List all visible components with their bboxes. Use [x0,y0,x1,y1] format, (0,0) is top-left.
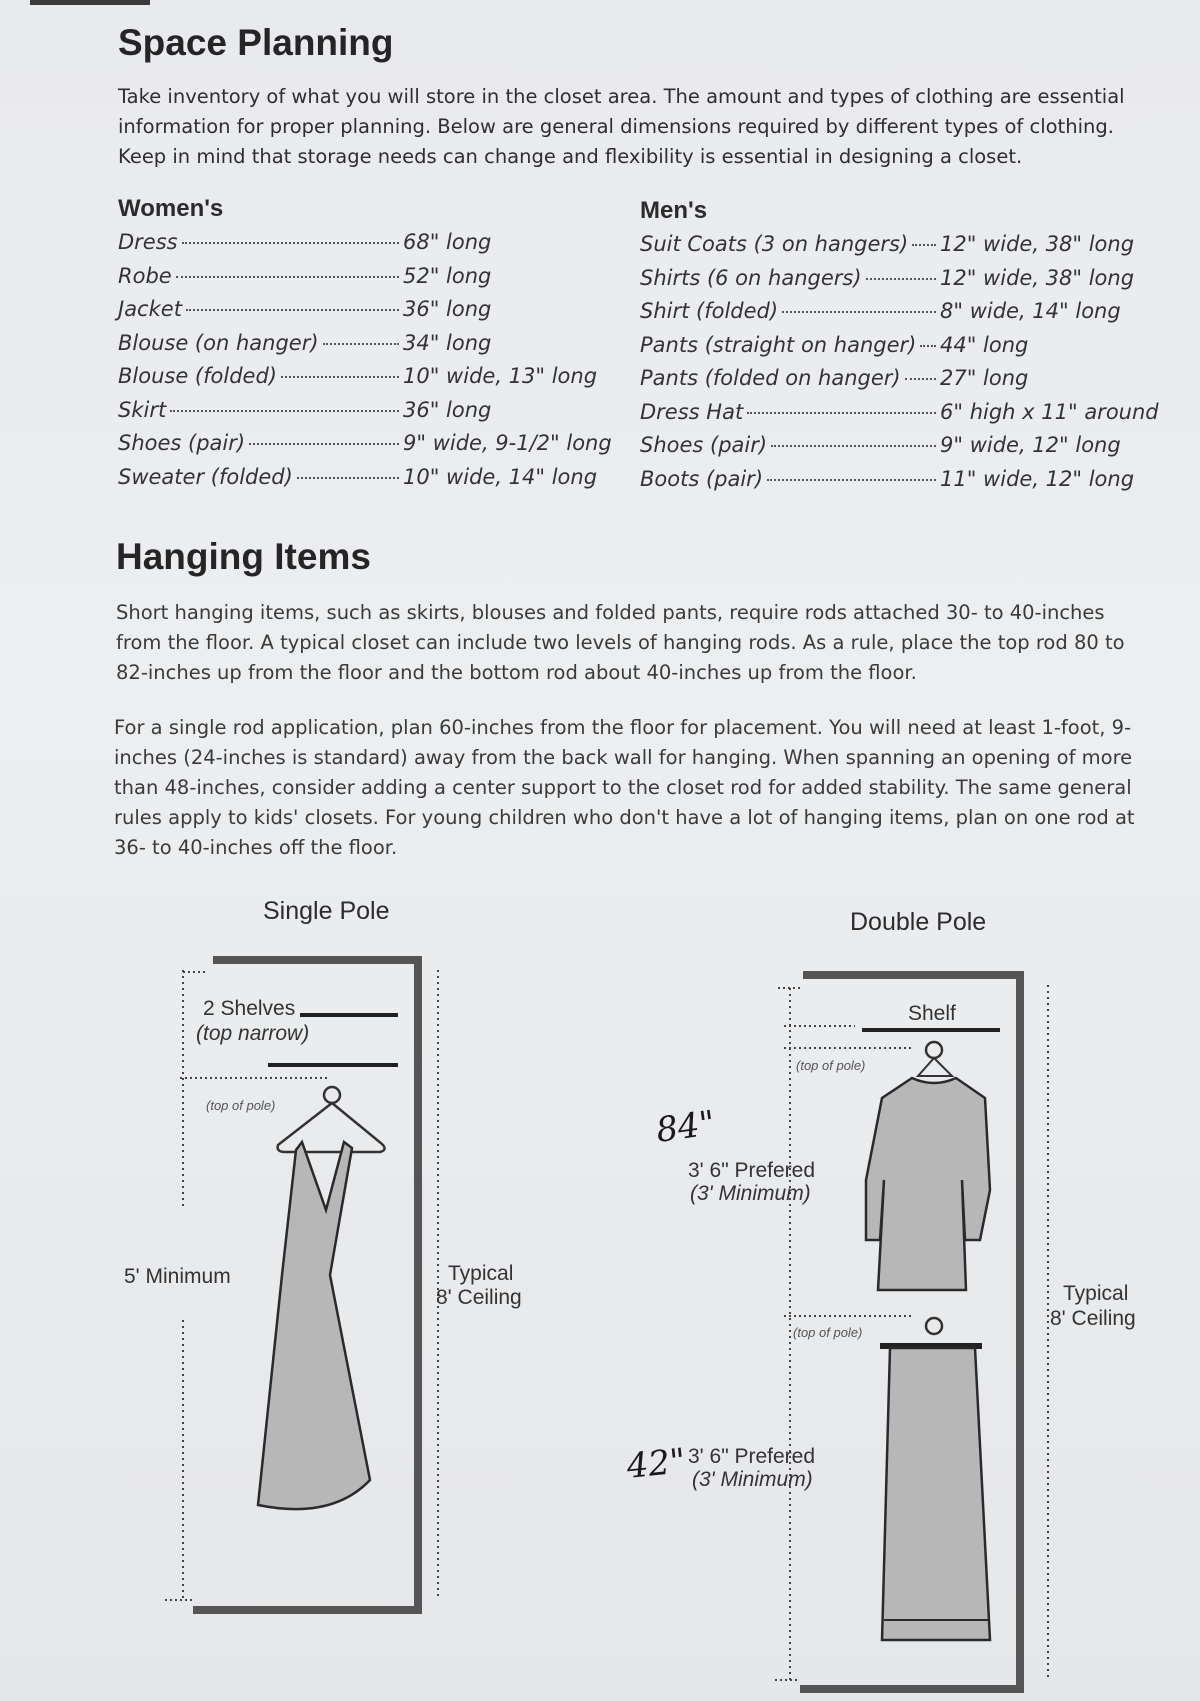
mens-item-label: Pants (straight on hanger) [640,332,917,357]
mens-item [640,333,1160,367]
handwritten-84: 84" [653,1103,718,1151]
double-upper-preferred: 3' 6" Prefered [688,1159,816,1182]
single-pole-title: Single Pole [263,897,390,925]
womens-item-value: 36" long [403,397,492,422]
coat-icon [866,1078,990,1290]
double-ceiling-label-2: 8' Ceiling [1050,1307,1136,1330]
womens-item [118,364,618,398]
double-lower-minimum: (3' Minimum) [692,1468,813,1491]
womens-list [118,230,618,498]
womens-item-value: 10" wide, 14" long [403,464,598,489]
mens-item-label: Shirt (folded) [640,299,779,323]
mens-item-value: 27" long [940,366,1029,390]
womens-item [118,297,618,331]
womens-item [118,264,618,298]
mens-item [640,366,1160,400]
dot-leader [912,244,936,246]
mens-item-label: Pants (folded on hanger) [640,366,901,390]
mens-item [640,433,1160,467]
mens-item [640,232,1160,266]
double-lower-preferred: 3' 6" Prefered [688,1445,816,1468]
womens-item-label: Blouse (folded) [118,364,277,388]
space-planning-heading: Space Planning [118,22,394,63]
single-shelves-label: 2 Shelves [203,997,296,1020]
dot-leader [249,443,399,445]
single-shelves-note: (top narrow) [196,1022,310,1045]
single-pole-diagram [124,897,522,1610]
coat-hanger-icon [918,1042,952,1076]
double-upper-minimum: (3' Minimum) [690,1182,811,1205]
dot-leader [281,376,399,378]
womens-item [118,431,618,465]
space-planning-intro: Take inventory of what you will store in the closet area. The amount and types of clothing are essential information for proper planning. Below are general dimensions required by different types of clothing. Keep in mind that storage needs can change and flexibility is essential in designing a closet. [118,85,1125,168]
dress-icon [258,1142,370,1509]
mens-heading: Men's [640,197,708,224]
single-ceiling-label-1: Typical [448,1262,514,1285]
womens-item-label: Shoes (pair) [118,431,246,455]
hanging-items-heading: Hanging Items [116,536,371,577]
double-pole-title: Double Pole [850,908,987,936]
double-pole-diagram [624,908,1136,1689]
single-minimum-label: 5' Minimum [124,1265,231,1288]
page-corner-bar [30,0,150,5]
dot-leader [771,445,936,447]
womens-item [118,331,618,365]
mens-item-value: 8" wide, 14" long [940,299,1121,323]
double-ceiling-label-1: Typical [1063,1282,1129,1305]
dot-leader [767,479,936,481]
womens-item-label: Jacket [118,297,182,321]
womens-item [118,398,618,432]
mens-item-label: Shoes (pair) [640,433,768,457]
mens-item-value: 12" wide, 38" long [940,265,1135,290]
womens-item-label: Sweater (folded) [118,464,293,489]
womens-item-value: 9" wide, 9-1/2" long [403,431,612,455]
double-top-of-pole-lower: (top of pole) [793,1325,863,1340]
mens-item-label: Boots (pair) [640,466,764,491]
single-ceiling-label-2: 8' Ceiling [436,1286,522,1309]
mens-item-value: 11" wide, 12" long [940,466,1135,491]
womens-item [118,465,618,499]
double-shelf-label: Shelf [908,1002,956,1025]
womens-item-value: 34" long [403,330,492,355]
dot-leader [920,345,936,347]
dot-leader [170,410,399,412]
womens-item [118,230,618,264]
mens-item-value: 44" long [940,332,1029,357]
mens-item [640,266,1160,300]
mens-item-label: Dress Hat [640,399,744,424]
dot-leader [297,477,399,479]
womens-item-label: Skirt [118,397,167,422]
dot-leader [186,309,399,311]
womens-item-label: Robe [118,263,172,288]
mens-list [640,232,1160,500]
mens-item-label: Shirts (6 on hangers) [640,265,862,290]
dress-hanger-icon [278,1087,385,1152]
hanging-items-paragraph-2: For a single rod application, plan 60-inches from the floor for placement. You will need at least 1-foot, 9-inches (24-inches is standard) away from the back wall for hanging. When spanning an opening of more than 48-inches, consider adding a center support to the closet rod for added stability. The same general rules apply to kids' closets. For young children who don't have a lot of hanging items, plan on one rod at 36- to 40-inches off the floor. [114,716,1135,859]
dot-leader [866,278,936,280]
mens-item [640,299,1160,333]
womens-item-value: 10" wide, 13" long [403,364,598,388]
mens-item-value: 6" high x 11" around [940,399,1159,424]
womens-item-value: 68" long [403,230,492,254]
single-top-of-pole: (top of pole) [206,1098,276,1113]
womens-heading: Women's [118,195,224,222]
mens-item [640,467,1160,501]
dot-leader [323,343,399,345]
womens-item-label: Dress [118,230,178,254]
dot-leader [905,378,936,380]
mens-item [640,400,1160,434]
womens-item-label: Blouse (on hanger) [118,330,319,355]
handwritten-42: 42" [624,1441,688,1487]
hanging-items-paragraph-1: Short hanging items, such as skirts, blouses and folded pants, require rods attached 30- to 40-inches from the floor. A typical closet can include two levels of hanging rods. As a rule, place the top rod 80 to 82-inches up from the floor and the bottom rod about 40-inches up from the floor. [116,601,1125,684]
double-top-of-pole-upper: (top of pole) [796,1058,866,1073]
mens-item-value: 12" wide, 38" long [940,232,1135,256]
pants-hanger-icon [926,1318,942,1334]
pants-icon [882,1348,990,1640]
womens-item-value: 36" long [403,297,492,321]
closet-diagrams [0,880,1200,1701]
mens-item-label: Suit Coats (3 on hangers) [640,232,909,256]
womens-item-value: 52" long [403,263,492,288]
dot-leader [182,242,399,244]
dot-leader [176,276,399,278]
dot-leader [747,412,936,414]
mens-item-value: 9" wide, 12" long [940,433,1121,457]
dot-leader [782,311,936,313]
